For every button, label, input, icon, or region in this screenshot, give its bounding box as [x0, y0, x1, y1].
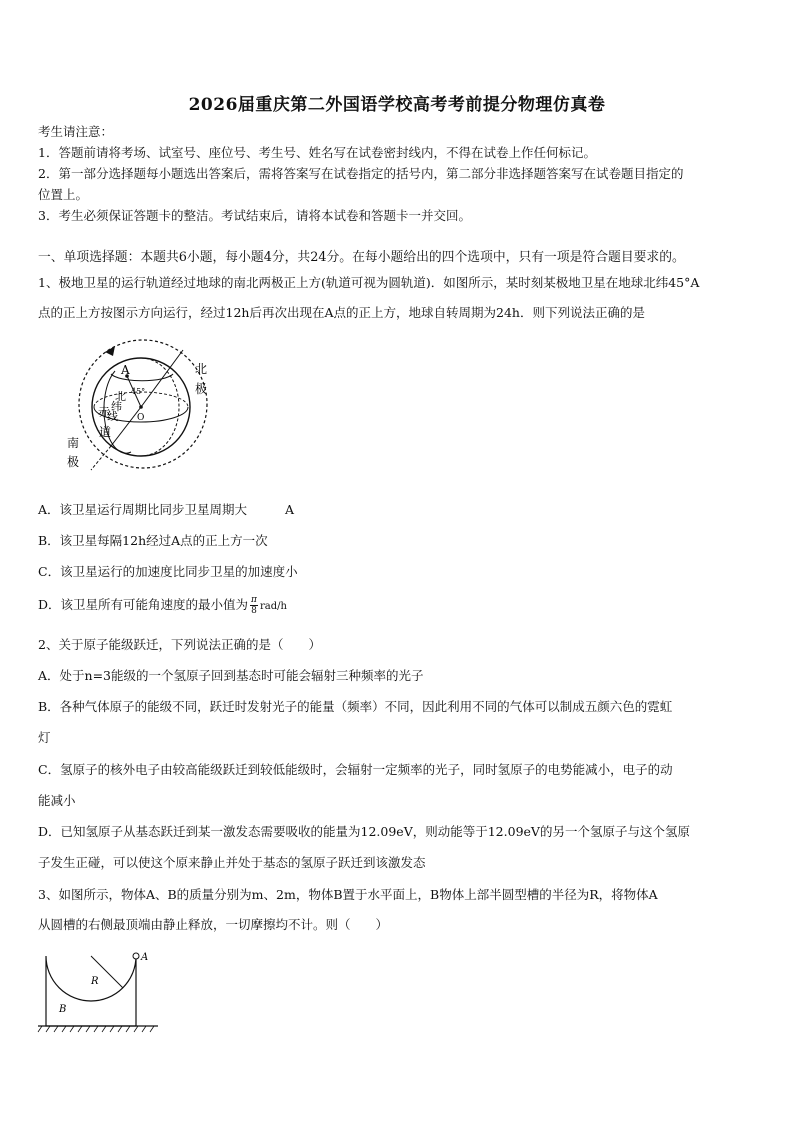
q1-earth-orbit-figure: [55, 336, 225, 476]
q2-option-a: A．处于n=3能级的一个氢原子回到基态时可能会辐射三种频率的光子: [38, 668, 424, 683]
q1-label-lat-3: 线: [107, 410, 118, 423]
q1-label-south-1: 南: [67, 436, 80, 450]
q1-label-angle: 45°: [131, 387, 146, 396]
q1-option-b: B．该卫星每隔12h经过A点的正上方一次: [38, 533, 268, 548]
notice-item-2: 2．第一部分选择题每小题选出答案后，需将答案写在试卷指定的括号内，第二部分非选择题答案写在试卷题目指定的: [38, 166, 684, 181]
page-title: 2026届重庆第二外国语学校高考考前提分物理仿真卷: [188, 95, 606, 115]
q1-option-d-unit: rad/h: [259, 601, 287, 612]
q1-label-eq-2: 道: [99, 425, 112, 439]
q1-label-north-2: 极: [195, 382, 208, 396]
notice-item-3: 3．考生必须保证答题卡的整洁。考试结束后，请将本试卷和答题卡一并交回。: [38, 208, 471, 223]
q1-option-a: [38, 500, 760, 518]
q3-stem-line2: 从圆槽的右侧最顶端由静止释放，一切摩擦均不计。则（ ）: [38, 917, 389, 932]
q1-option-a-text: A．该卫星运行周期比同步卫星周期大: [38, 502, 248, 517]
q1-option-a-tail: A: [285, 502, 295, 517]
q1-label-north-1: 北: [195, 362, 208, 376]
q3-label-a: A: [141, 952, 149, 963]
q2-stem: 2、关于原子能级跃迁，下列说法正确的是（ ）: [38, 637, 321, 652]
q1-label-center: O: [137, 413, 145, 423]
q2-option-d-line2: 子发生正碰，可以使这个原来静止并处于基态的氢原子跃迁到该激发态: [38, 855, 426, 870]
section-heading: 一、单项选择题：本题共6小题，每小题4分，共24分。在每小题给出的四个选项中，只有一项是符合题目要求的。: [38, 250, 685, 265]
q1-label-lat-2: 纬: [111, 400, 122, 413]
q1-option-d-text: D．该卫星所有可能角速度的最小值为: [38, 597, 249, 612]
q1-stem-line2: 点的正上方按图示方向运行，经过12h后再次出现在A点的正上方，地球自转周期为24h．则下列说法正确的是: [38, 305, 645, 320]
q1-label-lat-1: 北: [115, 390, 126, 403]
q2-option-d-line1: D．已知氢原子从基态跃迁到某一激发态需要吸收的能量为12.09eV，则动能等于12.09eV的另一个氢原子与这个氢原: [38, 824, 690, 839]
q1-option-c: C．该卫星运行的加速度比同步卫星的加速度小: [38, 564, 298, 579]
q3-label-r: R: [91, 976, 99, 987]
q3-stem-line1: 3、如图所示，物体A、B的质量分别为m、2m，物体B置于水平面上，B物体上部半圆型槽的半径为R，将物体A: [38, 887, 658, 902]
q3-groove-figure: [36, 948, 166, 1038]
q1-option-d-fraction: $\frac{\pi}{8}$: [251, 595, 257, 616]
q1-stem-line1: 1、极地卫星的运行轨道经过地球的南北两极正上方(轨道可视为圆轨道)．如图所示，某时刻某极地卫星在地球北纬45°A: [38, 275, 700, 290]
q2-option-b-line1: B．各种气体原子的能级不同，跃迁时发射光子的能量（频率）不同，因此利用不同的气体可以制成五颜六色的霓虹: [38, 699, 673, 714]
notice-item-1: 1．答题前请将考场、试室号、座位号、考生号、姓名写在试卷密封线内，不得在试卷上作任何标记。: [38, 145, 596, 160]
q3-label-b: B: [59, 1004, 67, 1015]
q2-option-b-line2: 灯: [38, 730, 51, 745]
q1-label-a: A: [121, 363, 130, 377]
q1-option-d: [38, 592, 760, 618]
q2-option-c-line2: 能减小: [38, 793, 76, 808]
q1-label-south-2: 极: [67, 455, 80, 469]
notice-header: 考生请注意：: [38, 124, 114, 139]
q2-option-c-line1: C．氢原子的核外电子由较高能级跃迁到较低能级时，会辐射一定频率的光子，同时氢原子的电势能减小，电子的动: [38, 762, 673, 777]
notice-item-2-cont: 位置上。: [38, 187, 89, 202]
q1-label-eq-1: 赤: [98, 405, 111, 419]
